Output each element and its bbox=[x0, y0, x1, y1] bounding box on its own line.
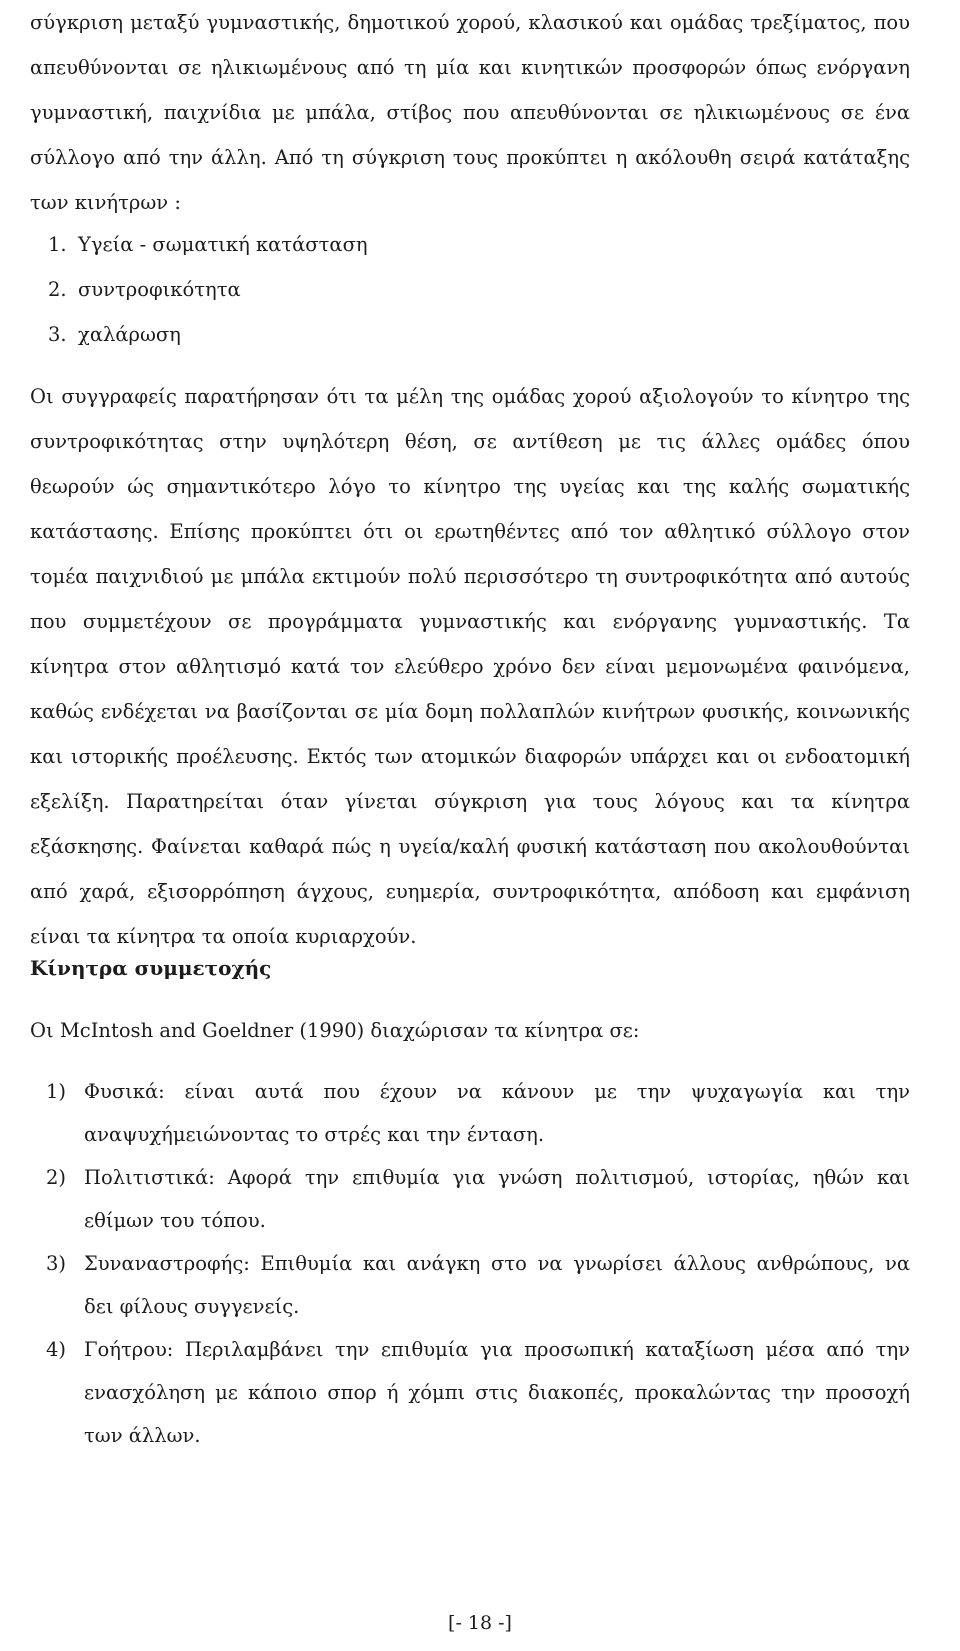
text-line: από χαρά, εξισορρόπηση άγχους, ευημερία, συντροφικότητα, απόδοση και εμφάνιση bbox=[30, 880, 910, 903]
text-line: κατάστασης. Επίσης προκύπτει ότι οι ερωτηθέντες από τον αθλητικό σύλλογο στον bbox=[30, 520, 910, 543]
list-text: συντροφικότητα bbox=[78, 278, 241, 301]
text-line: που συμμετέχουν σε προγράμματα γυμναστικής και ενόργανης γυμναστικής. Τα bbox=[30, 610, 910, 633]
list-item bbox=[48, 312, 368, 357]
list-item bbox=[46, 1070, 910, 1156]
list-text: Συναναστροφής: Επιθυμία και ανάγκη στο να γνωρίσει άλλους ανθρώπους, να bbox=[84, 1252, 910, 1275]
text-line: σύγκριση μεταξύ γυμναστικής, δημοτικού χορού, κλασικού και ομάδας τρεξίματος, που bbox=[30, 11, 910, 34]
list-number: 1. bbox=[48, 233, 67, 256]
intro-paragraph bbox=[30, 0, 910, 225]
list-item bbox=[48, 222, 368, 267]
body-paragraph bbox=[30, 374, 910, 959]
text-line: κίνητρα στον αθλητισμό κατά τον ελεύθερο χρόνο δεν είναι μεμονωμένα φαινόμενα, bbox=[30, 655, 910, 678]
text-line: εξελίξη. Παρατηρείται όταν γίνεται σύγκριση για τους λόγους και τα κίνητρα bbox=[30, 790, 910, 813]
list-text: δει φίλους συγγενείς. bbox=[84, 1295, 300, 1318]
list-text: εθίμων του τόπου. bbox=[84, 1209, 266, 1232]
motives-list bbox=[46, 1070, 910, 1457]
list-text: ενασχόληση με κάποιο σπορ ή χόμπι στις διακοπές, προκαλώντας την προσοχή bbox=[84, 1381, 910, 1404]
section-intro: Οι McIntosh and Goeldner (1990) διαχώρισαν τα κίνητρα σε: bbox=[30, 1019, 640, 1042]
list-number: 3. bbox=[48, 323, 67, 346]
list-text: των άλλων. bbox=[84, 1424, 201, 1447]
text-line: Οι συγγραφείς παρατήρησαν ότι τα μέλη της ομάδας χορού αξιολογούν το κίνητρο της bbox=[30, 385, 910, 408]
ranking-list bbox=[48, 222, 368, 357]
text-line: των κινήτρων : bbox=[30, 191, 181, 214]
list-text: χαλάρωση bbox=[78, 323, 181, 346]
list-text: Γοήτρου: Περιλαμβάνει την επιθυμία για προσωπική καταξίωση μέσα από την bbox=[84, 1338, 910, 1361]
list-text: Φυσικά: είναι αυτά που έχουν να κάνουν με την ψυχαγωγία και την bbox=[84, 1080, 910, 1103]
list-number: 1) bbox=[46, 1080, 67, 1103]
list-text: Πολιτιστικά: Αφορά την επιθυμία για γνώση πολιτισμού, ιστορίας, ηθών και bbox=[84, 1166, 910, 1189]
text-line: απευθύνονται σε ηλικιωμένους από τη μία και κινητικών προσφορών όπως ενόργανη bbox=[30, 56, 910, 79]
text-line: καθώς ενδέχεται να βασίζονται σε μία δομη πολλαπλών κινήτρων φυσικής, κοινωνικής bbox=[30, 700, 910, 723]
section-heading: Κίνητρα συμμετοχής bbox=[30, 956, 272, 980]
list-number: 3) bbox=[46, 1252, 67, 1275]
text-line: συντροφικότητας στην υψηλότερη θέση, σε αντίθεση με τις άλλες ομάδες όπου bbox=[30, 430, 910, 453]
text-line: και ιστορικής προέλευσης. Εκτός των ατομικών διαφορών υπάρχει και οι ενδοατομική bbox=[30, 745, 910, 768]
list-text: αναψυχήμειώνοντας το στρές και την ένταση. bbox=[84, 1123, 545, 1146]
list-item bbox=[46, 1156, 910, 1242]
list-item bbox=[48, 267, 368, 312]
text-line: τομέα παιχνιδιού με μπάλα εκτιμούν πολύ περισσότερο τη συντροφικότητα από αυτούς bbox=[30, 565, 910, 588]
list-text: Υγεία - σωματική κατάσταση bbox=[78, 233, 368, 256]
text-line: γυμναστική, παιχνίδια με μπάλα, στίβος που απευθύνονται σε ηλικιωμένους σε ένα bbox=[30, 101, 910, 124]
list-item bbox=[46, 1242, 910, 1328]
list-number: 2. bbox=[48, 278, 67, 301]
page-number: [- 18 -] bbox=[448, 1612, 512, 1634]
list-number: 4) bbox=[46, 1338, 67, 1361]
text-line: είναι τα κίνητρα τα οποία κυριαρχούν. bbox=[30, 925, 417, 948]
text-line: θεωρούν ώς σημαντικότερο λόγο το κίνητρο της υγείας και της καλής σωματικής bbox=[30, 475, 910, 498]
text-line: σύλλογο από την άλλη. Από τη σύγκριση τους προκύπτει η ακόλουθη σειρά κατάταξης bbox=[30, 146, 910, 169]
text-line: εξάσκησης. Φαίνεται καθαρά πώς η υγεία/καλή φυσική κατάσταση που ακολουθούνται bbox=[30, 835, 910, 858]
list-item bbox=[46, 1328, 910, 1457]
list-number: 2) bbox=[46, 1166, 67, 1189]
